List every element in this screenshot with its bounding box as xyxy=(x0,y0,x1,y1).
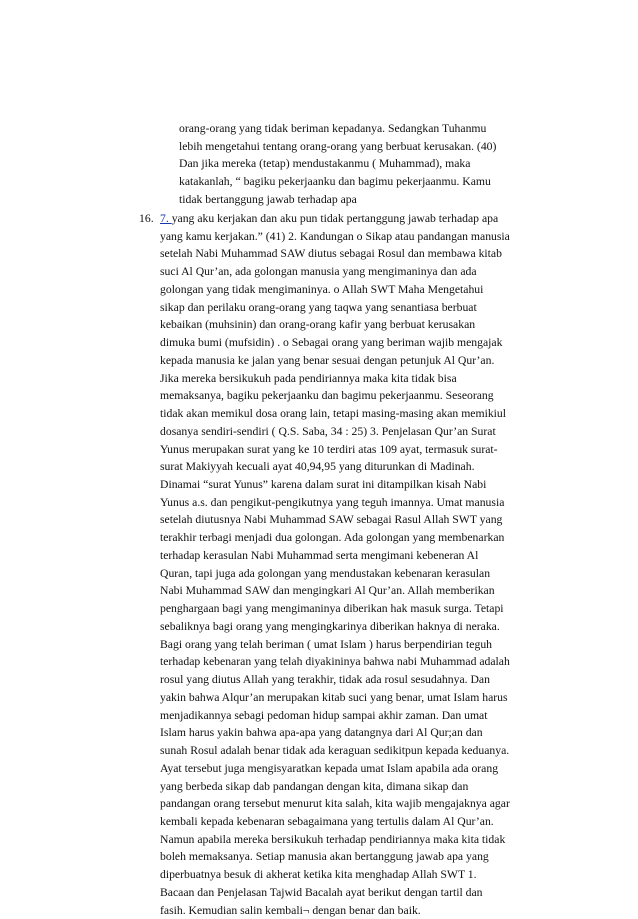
body-line: kebaikan (muhsinin) dan orang-orang kafir yang berbuat kerusakan xyxy=(160,318,476,332)
body-line: Yunus merupakan surat yang ke 10 terdiri atas 109 ayat, termasuk surat- xyxy=(160,442,498,456)
body-line: rosul yang diutus Allah yang terakhir, tidak ada rosul sesudahnya. Dan xyxy=(160,673,490,687)
body-line: sikap dan perilaku orang-orang yang taqwa yang senantiasa berbuat xyxy=(160,300,477,314)
body-line: Bagi orang yang telah beriman ( umat Islam ) harus berpendirian teguh xyxy=(160,637,493,651)
body-line: pandangan orang tersebut menurut kita salah, kita wajib mengajaknya agar xyxy=(160,797,510,811)
body-line: Bacaan dan Penjelasan Tajwid Bacalah ayat berikut dengan tartil dan xyxy=(160,885,483,899)
body-line: menjadikannya sebagi pedoman hidup sampai akhir zaman. Dan umat xyxy=(160,708,488,722)
body-line: terakhir terbagi menjadi dua golongan. Ada golongan yang membenarkan xyxy=(160,531,505,545)
quote-line-4: katakanlah, “ bagiku pekerjaanku dan bagimu pekerjaanmu. Kamu xyxy=(179,175,491,189)
body-line: Ayat tersebut juga mengisyaratkan kepada umat Islam apabila ada orang xyxy=(160,761,499,775)
body-line: memaksanya, bagiku pekerjaanku dan bagimu pekerjaanmu. Seseorang xyxy=(160,389,494,403)
body-line: Quran, tapi juga ada golongan yang mendustakan kebenaran kerasulan xyxy=(160,566,491,580)
body-line: dosanya sendiri-sendiri ( Q.S. Saba, 34 : 25) 3. Penjelasan Qur’an Surat xyxy=(160,424,496,438)
quoted-verse-block xyxy=(179,120,559,209)
body-line: tidak akan memikul dosa orang lain, tetapi masing-masing akan memikiul xyxy=(160,407,506,421)
body-line: terhadap kebenaran yang telah diyakininya bahwa nabi Muhammad adalah xyxy=(160,655,510,669)
body-line: penghargaan bagi yang mengimaninya diberikan hak masuk surga. Tetapi xyxy=(160,602,504,616)
quote-line-1: orang-orang yang tidak beriman kepadanya. Sedangkan Tuhanmu xyxy=(179,122,487,135)
body-first-line xyxy=(160,210,560,228)
body-line: yakin bahwa Alqur’an merupakan kitab suci yang benar, umat Islam harus xyxy=(160,690,508,704)
body-line: diperbuatnya besuk di akherat ketika kita menghadap Allah SWT 1. xyxy=(160,868,477,882)
reference-link[interactable]: 7. xyxy=(160,212,172,225)
body-line: setelah Nabi Muhammad SAW diutus sebagai Rosul dan membawa kitab xyxy=(160,247,502,261)
body-line: yang berbeda sikap dab pandangan dengan kita, dimana sikap dan xyxy=(160,779,469,793)
list-item-number: 16. xyxy=(139,212,154,225)
body-line: fasih. Kemudian salin kembali¬ dengan benar dan baik. xyxy=(160,903,421,917)
body-line: setelah diutusnya Nabi Muhammad SAW sebagai Rasul Allah SWT yang xyxy=(160,513,503,527)
body-line: Namun apabila mereka bersikukuh terhadap pendiriannya maka kita tidak xyxy=(160,832,506,846)
body-line: Jika mereka bersikukuh pada pendiriannya maka kita tidak bisa xyxy=(160,371,457,385)
body-line: Nabi Muhammad SAW dan mengingkari Al Qur’an. Allah memberikan xyxy=(160,584,495,598)
list-item-body xyxy=(160,210,560,919)
body-line: sunah Rosul adalah benar tidak ada keraguan sedikitpun kepada keduanya. xyxy=(160,744,510,758)
body-line: Dinamai “surat Yunus” karena dalam surat ini ditampilkan kisah Nabi xyxy=(160,478,487,492)
body-line: sebaliknya bagi orang yang mengingkarinya diberikan haknya di neraka. xyxy=(160,619,500,633)
quote-line-2: lebih mengetahui tentang orang-orang yang berbuat kerusakan. (40) xyxy=(179,139,497,153)
body-line: kembali kepada kebenaran sebagaimana yang tertulis dalam Al Qur’an. xyxy=(160,814,494,828)
body-line: dimuka bumi (mufsidin) . o Sebagai orang yang beriman wajib mengajak xyxy=(160,336,503,350)
body-line: suci Al Qur’an, ada golongan manusia yang mengimaninya dan ada xyxy=(160,265,477,279)
body-line: kepada manusia ke jalan yang benar sesuai dengan petunjuk Al Qur’an. xyxy=(160,353,495,367)
body-line: Yunus a.s. dan pengikut-pengikutnya yang teguh imannya. Umat manusia xyxy=(160,495,505,509)
quote-line-5: tidak bertanggung jawab terhadap apa xyxy=(179,192,357,206)
quote-line-3: Dan jika mereka (tetap) mendustakanmu ( Muhammad), maka xyxy=(179,157,471,171)
body-first-line-text: yang aku kerjakan dan aku pun tidak pertanggung jawab terhadap apa xyxy=(171,212,499,225)
body-line: terhadap kerasulan Nabi Muhammad serta mengimani kebeneran Al xyxy=(160,548,479,562)
body-line: golongan yang tidak mengimaninya. o Allah SWT Maha Mengetahui xyxy=(160,282,484,296)
body-line: Islam harus yakin bahwa apa-apa yang datangnya dari Al Qur;an dan xyxy=(160,726,483,740)
body-line: yang kamu kerjakan.” (41) 2. Kandungan o Sikap atau pandangan manusia xyxy=(160,229,510,243)
body-line: surat Makiyyah kecuali ayat 40,94,95 yang diturunkan di Madinah. xyxy=(160,460,475,474)
body-line: boleh memaksanya. Setiap manusia akan bertanggung jawab apa yang xyxy=(160,850,489,864)
